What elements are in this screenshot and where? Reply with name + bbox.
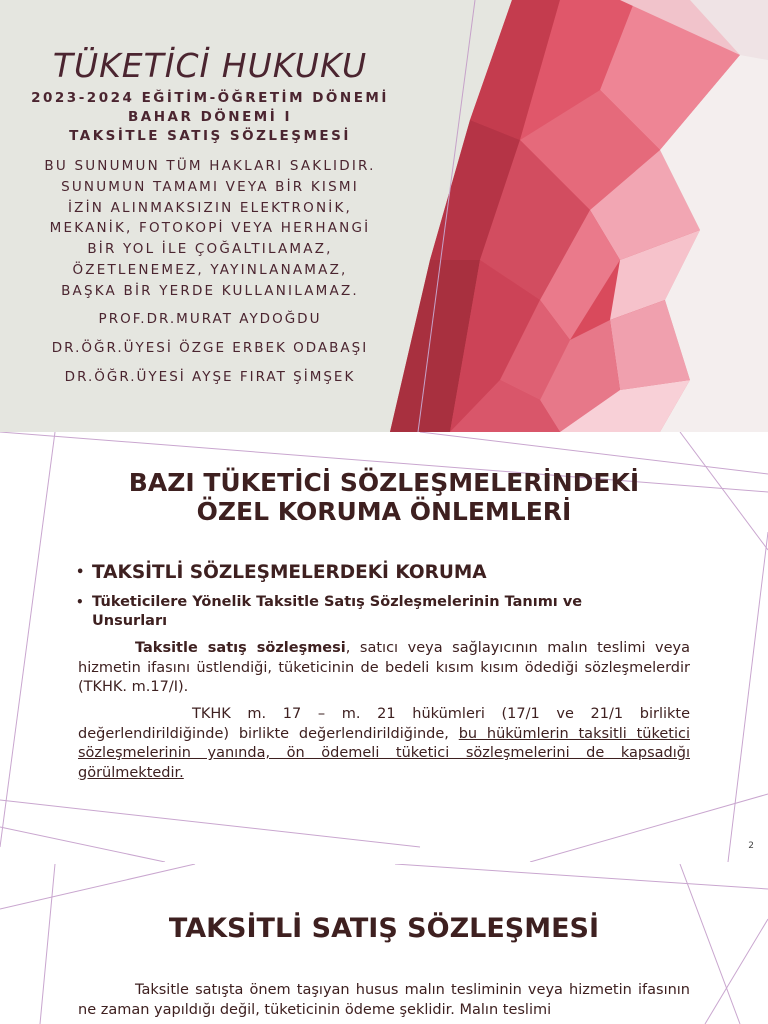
academic-year: 2023-2024 EĞİTİM-ÖĞRETİM DÖNEMİ <box>31 90 389 106</box>
scope-paragraph <box>78 705 690 783</box>
copyright-line: SUNUMUN TAMAMI VEYA BİR KISMI <box>61 178 359 195</box>
author-3: DR.ÖĞR.ÜYESİ AYŞE FIRAT ŞİMŞEK <box>64 369 356 385</box>
copyright-line: MEKANİK, FOTOKOPİ VEYA HERHANGİ <box>49 220 371 237</box>
bullet-icon: • <box>76 565 85 580</box>
content-slide-3 <box>0 864 768 1024</box>
page-number: 2 <box>748 841 754 851</box>
author-2: DR.ÖĞR.ÜYESİ ÖZGE ERBEK ODABAŞI <box>51 340 369 356</box>
term-bold: Taksitle satış sözleşmesi <box>135 640 346 656</box>
copyright-line: İZİN ALINMAKSIZIN ELEKTRONİK, <box>67 199 352 216</box>
content-slide-2 <box>0 432 768 862</box>
copyright-line: BAŞKA BİR YERDE KULLANILAMAZ. <box>61 282 359 299</box>
slide-title-line-1: BAZI TÜKETİCİ SÖZLEŞMELERİNDEKİ <box>128 468 640 497</box>
copyright-notice <box>0 156 420 302</box>
topic-title: TAKSİTLE SATIŞ SÖZLEŞMESİ <box>69 128 351 144</box>
scope-text: TKHK m. 17 – m. 21 hükümleri (17/1 ve 21/1 birlikte değerlendirildiğinde) birlikte değerlendirildiğinde, <box>78 706 690 742</box>
definition-text: , satıcı veya sağlayıcının malın teslimi veya hizmetin ifasını üstlendiği, tüketicinin de bedeli kısım kısım ödediği sözleşmelerdir (TKHK. m.17/I). <box>78 640 691 695</box>
slide-title: TAKSİTLİ SATIŞ SÖZLEŞMESİ <box>168 913 600 944</box>
slide-title-line-2: ÖZEL KORUMA ÖNLEMLERİ <box>196 497 572 526</box>
bullet-text: Tüketicilere Yönelik Taksitle Satış Sözleşmelerinin Tanımı ve Unsurları <box>92 594 583 629</box>
definition-paragraph <box>78 639 690 698</box>
copyright-line: ÖZETLENEMEZ, YAYINLANAMAZ, <box>72 261 348 278</box>
course-title: TÜKETİCİ HUKUKU <box>52 46 368 85</box>
author-1: PROF.DR.MURAT AYDOĞDU <box>98 311 322 327</box>
copyright-line: BİR YOL İLE ÇOĞALTILAMAZ, <box>87 241 333 258</box>
title-slide <box>0 0 768 432</box>
scope-underlined-text: bu hükümlerin taksitli tüketici sözleşmelerinin yanında, ön ödemeli tüketici sözleşmelerini de kapsadığı görülmektedir. <box>78 725 690 781</box>
body-paragraph: Taksitle satışta önem taşıyan husus malın tesliminin veya hizmetin ifasının ne zaman yapıldığı değil, tüketicinin ödeme şeklidir. Malın teslimi <box>78 982 690 1018</box>
bullet-text: TAKSİTLİ SÖZLEŞMELERDEKİ KORUMA <box>92 562 487 583</box>
bullet-icon: • <box>76 595 84 609</box>
copyright-line: BU SUNUMUN TÜM HAKLARI SAKLIDIR. <box>44 158 376 174</box>
semester: BAHAR DÖNEMİ I <box>128 109 292 125</box>
